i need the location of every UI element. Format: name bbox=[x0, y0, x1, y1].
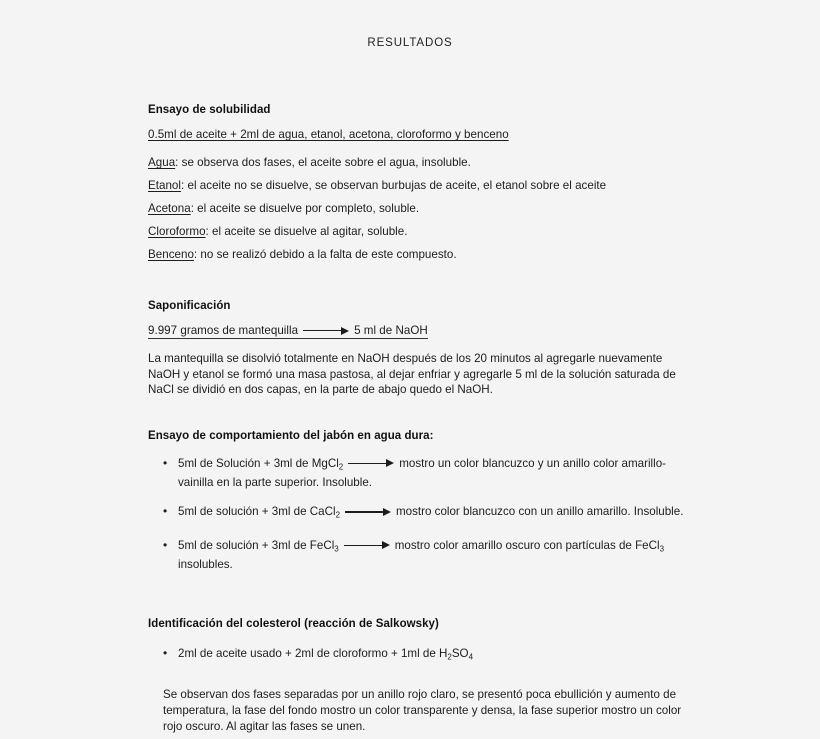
heading-saponification: Saponificación bbox=[148, 300, 231, 312]
solubility-term: Benceno bbox=[148, 248, 194, 261]
spacer bbox=[148, 606, 684, 618]
saponification-product: 5 ml de NaOH bbox=[354, 324, 428, 337]
solubility-term: Cloroformo bbox=[148, 225, 206, 238]
list-item bbox=[148, 504, 684, 523]
result-text-end: insolubles. bbox=[178, 557, 233, 571]
solubility-item bbox=[148, 174, 684, 197]
spacer bbox=[148, 266, 684, 300]
spacer bbox=[148, 630, 684, 646]
cholesterol-bullet-list bbox=[148, 646, 684, 665]
reagent-text: 5ml de solución + 3ml de CaCl bbox=[178, 505, 336, 519]
reagent-text: 5ml de Solución + 3ml de MgCl bbox=[178, 456, 339, 470]
bullet-icon: • bbox=[163, 504, 168, 519]
result-text: mostro color amarillo oscuro con partículas de FeCl bbox=[394, 538, 660, 552]
document-body bbox=[148, 104, 684, 734]
spacer bbox=[148, 665, 684, 687]
spacer bbox=[148, 312, 684, 324]
solubility-description: : no se realizó debido a la falta de este compuesto. bbox=[193, 248, 457, 261]
solubility-item bbox=[148, 197, 684, 220]
heading-solubility: Ensayo de solubilidad bbox=[148, 104, 271, 116]
heading-cholesterol: Identificación del colesterol (reacción de Salkowsky) bbox=[148, 618, 439, 631]
bullet-icon: • bbox=[163, 646, 168, 661]
result-text: mostro color blancuzco con un anillo amarillo. Insoluble. bbox=[396, 505, 684, 519]
solubility-reaction-text: 0.5ml de aceite + 2ml de agua, etanol, acetona, cloroformo y benceno bbox=[148, 128, 509, 141]
saponification-equation bbox=[148, 324, 684, 339]
reagent-text: 5ml de solución + 3ml de FeCl bbox=[178, 538, 335, 552]
list-item bbox=[148, 456, 684, 491]
right-arrow-icon bbox=[303, 326, 349, 335]
solubility-description: : el aceite no se disuelve, se observan burbujas de aceite, el etanol sobre el aceite bbox=[181, 179, 607, 192]
subscript: 4 bbox=[468, 652, 474, 662]
solubility-description: : el aceite se disuelve al agitar, soluble. bbox=[205, 225, 408, 238]
bullet-icon: • bbox=[163, 455, 168, 470]
solubility-term: Acetona bbox=[148, 202, 191, 215]
right-arrow-icon bbox=[344, 541, 390, 550]
spacer bbox=[148, 572, 684, 606]
heading-hard-water: Ensayo de comportamiento del jabón en agua dura: bbox=[148, 429, 434, 442]
list-item bbox=[148, 538, 684, 573]
spacer bbox=[148, 141, 684, 151]
bullet-icon: • bbox=[163, 537, 168, 552]
subscript: 3 bbox=[659, 544, 665, 554]
solubility-description: : el aceite se disuelve por completo, soluble. bbox=[190, 202, 420, 215]
solubility-term: Agua bbox=[148, 156, 176, 169]
result-text: mostro un color blancuzco y un anillo color amarillo-vainilla en la parte superior. Insoluble. bbox=[178, 456, 667, 489]
list-item bbox=[148, 646, 684, 665]
subscript: 2 bbox=[335, 510, 341, 520]
right-arrow-icon bbox=[345, 507, 391, 516]
cholesterol-reagent-mid: SO bbox=[451, 647, 469, 661]
saponification-reactant: 9.997 gramos de mantequilla bbox=[148, 324, 299, 337]
spacer bbox=[148, 116, 684, 128]
solubility-item bbox=[148, 243, 684, 266]
subscript: 3 bbox=[334, 544, 339, 554]
solubility-item bbox=[148, 220, 684, 243]
subscript: 2 bbox=[338, 462, 344, 472]
page-title: RESULTADOS bbox=[367, 37, 453, 49]
hard-water-bullet-list bbox=[148, 456, 684, 572]
saponification-equation-underline bbox=[148, 324, 428, 339]
solubility-reaction-line bbox=[148, 128, 684, 141]
solubility-description: : se observa dos fases, el aceite sobre el agua, insoluble. bbox=[175, 156, 471, 169]
right-arrow-icon bbox=[348, 459, 394, 468]
spacer bbox=[148, 339, 684, 351]
spacer bbox=[148, 398, 684, 430]
saponification-paragraph: La mantequilla se disolvió totalmente en NaOH después de los 20 minutos al agregarle nuevamente NaOH y etanol se formó una masa pastosa, al dejar enfriar y agregarle 5 ml de la solución saturada de NaCl se dividió en dos capas, en la parte de abajo quedo el NaOH. bbox=[148, 352, 676, 397]
cholesterol-reagent-text: 2ml de aceite usado + 2ml de cloroformo + 1ml de H bbox=[178, 647, 448, 661]
solubility-item bbox=[148, 151, 684, 174]
cholesterol-paragraph: Se observan dos fases separadas por un anillo rojo claro, se presentó poca ebullición y aumento de temperatura, la fase del fondo mostro un color transparente y densa, la fase superior mostro un color rojo oscuro. Al agitar las fases se unen. bbox=[163, 688, 682, 733]
spacer bbox=[148, 442, 684, 456]
subscript: 2 bbox=[447, 652, 452, 662]
solubility-term: Etanol bbox=[148, 179, 181, 192]
